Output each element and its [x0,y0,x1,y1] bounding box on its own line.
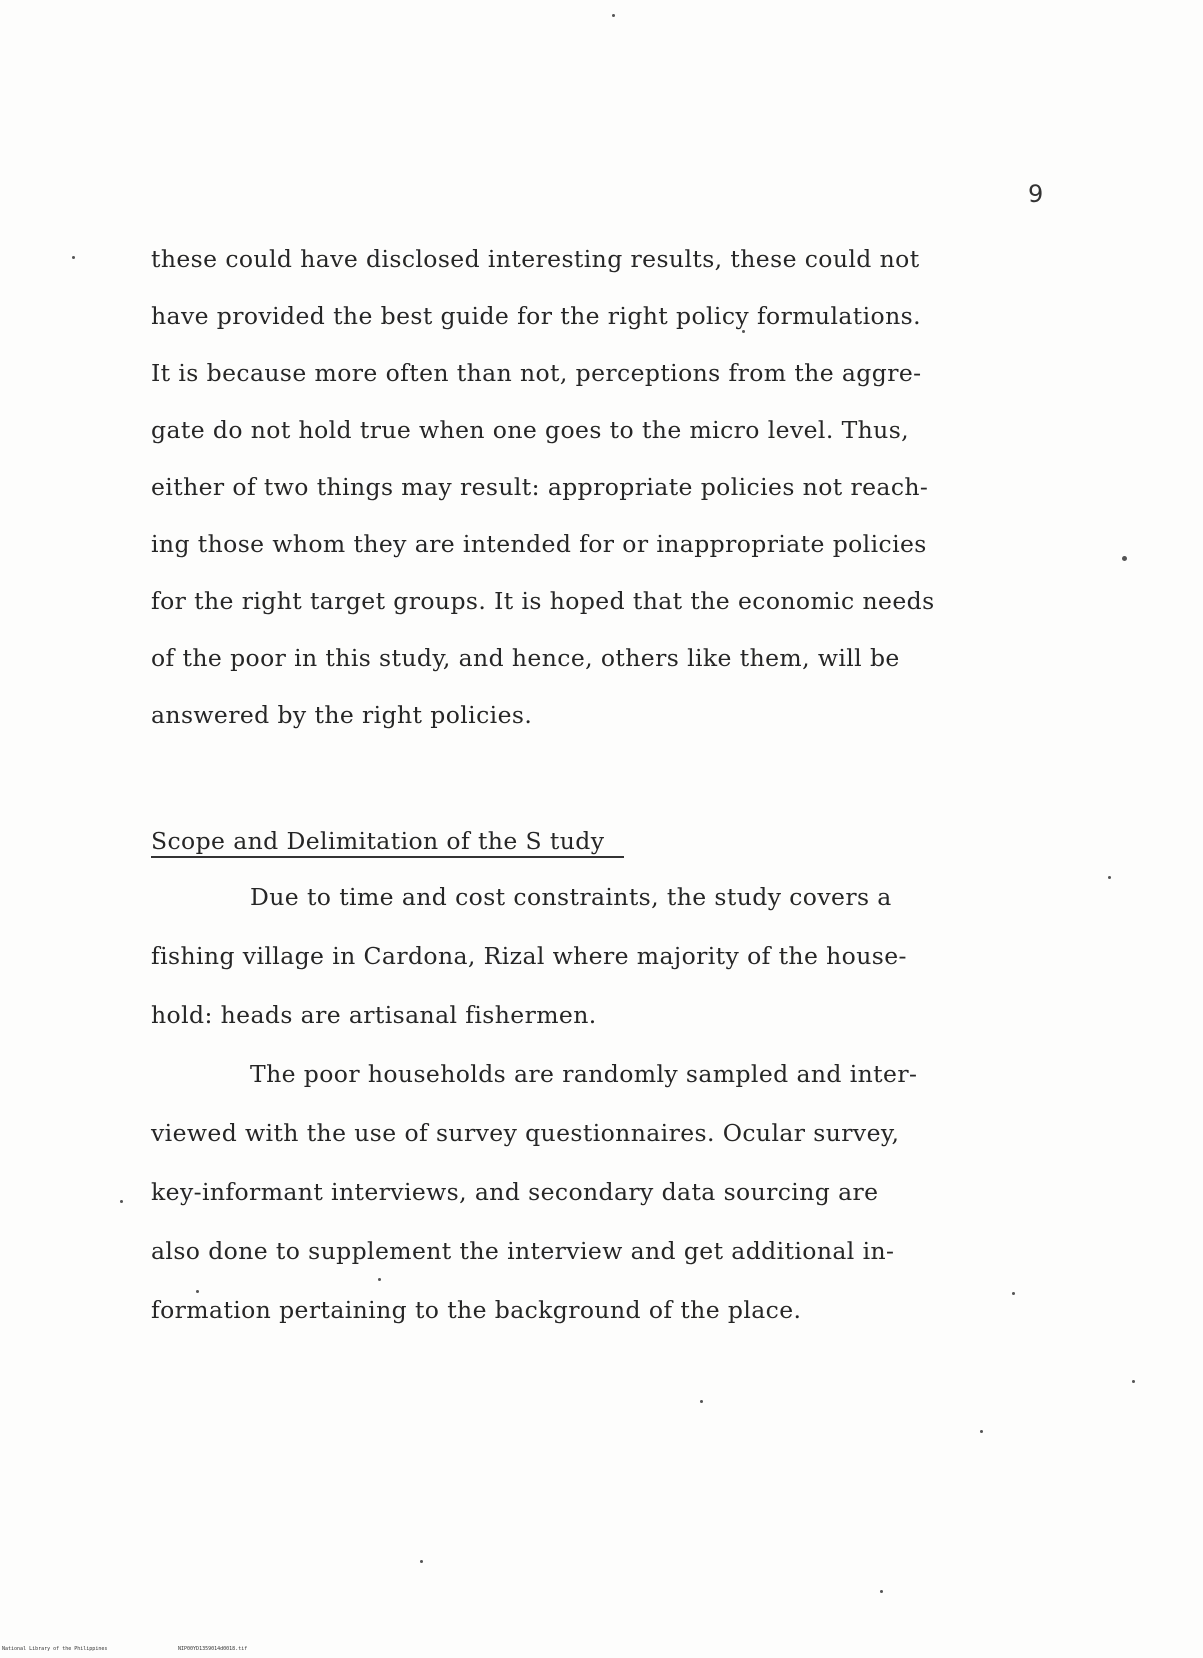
footer-file-label: NIP00YD1359014d0018.tif [178,1646,248,1652]
paragraph-1-line-8: of the poor in this study, and hence, others like them, will be [151,644,900,672]
paragraph-1-line-1: these could have disclosed interesting results, these could not [151,245,920,273]
scan-speck [1012,1292,1015,1295]
scan-speck [880,1590,883,1593]
paragraph-3-line-4: also done to supplement the interview and get additional in- [151,1237,895,1265]
scan-speck [612,14,615,17]
paragraph-3-line-1: The poor households are randomly sampled and inter- [250,1060,918,1088]
paragraph-1-line-5: either of two things may result: appropriate policies not reach- [151,473,929,501]
paragraph-1-line-3: It is because more often than not, perceptions from the aggre- [151,359,922,387]
section-heading: Scope and Delimitation of the S tudy [151,827,605,855]
paragraph-3-line-2: viewed with the use of survey questionnaires. Ocular survey, [151,1119,900,1147]
paragraph-3-line-3: key-informant interviews, and secondary data sourcing are [151,1178,879,1206]
paragraph-1-line-2: have provided the best guide for the right policy formulations. [151,302,921,330]
scan-speck [742,330,745,333]
paragraph-1-line-9: answered by the right policies. [151,701,533,729]
page-number: 9 [1028,180,1044,208]
scan-speck [378,1278,381,1281]
scan-speck [980,1430,983,1433]
scan-speck [72,256,75,259]
paragraph-2-line-3: hold: heads are artisanal fishermen. [151,1001,597,1029]
scan-speck [196,1290,199,1293]
paragraph-1-line-4: gate do not hold true when one goes to the micro level. Thus, [151,416,910,444]
paragraph-1-line-7: for the right target groups. It is hoped that the economic needs [151,587,935,615]
paragraph-1-line-6: ing those whom they are intended for or inappropriate policies [151,530,927,558]
scan-speck [1132,1380,1135,1383]
scan-speck [700,1400,703,1403]
scan-speck [120,1200,123,1203]
footer-library-label: National Library of the Philippines [2,1646,108,1652]
scan-speck [420,1560,423,1563]
heading-underline [151,856,624,858]
scan-speck [1122,556,1127,561]
paragraph-3-line-5: formation pertaining to the background of the place. [151,1296,802,1324]
paragraph-2-line-1: Due to time and cost constraints, the study covers a [250,883,892,911]
scan-speck [1108,876,1111,879]
paragraph-2-line-2: fishing village in Cardona, Rizal where majority of the house- [151,942,907,970]
